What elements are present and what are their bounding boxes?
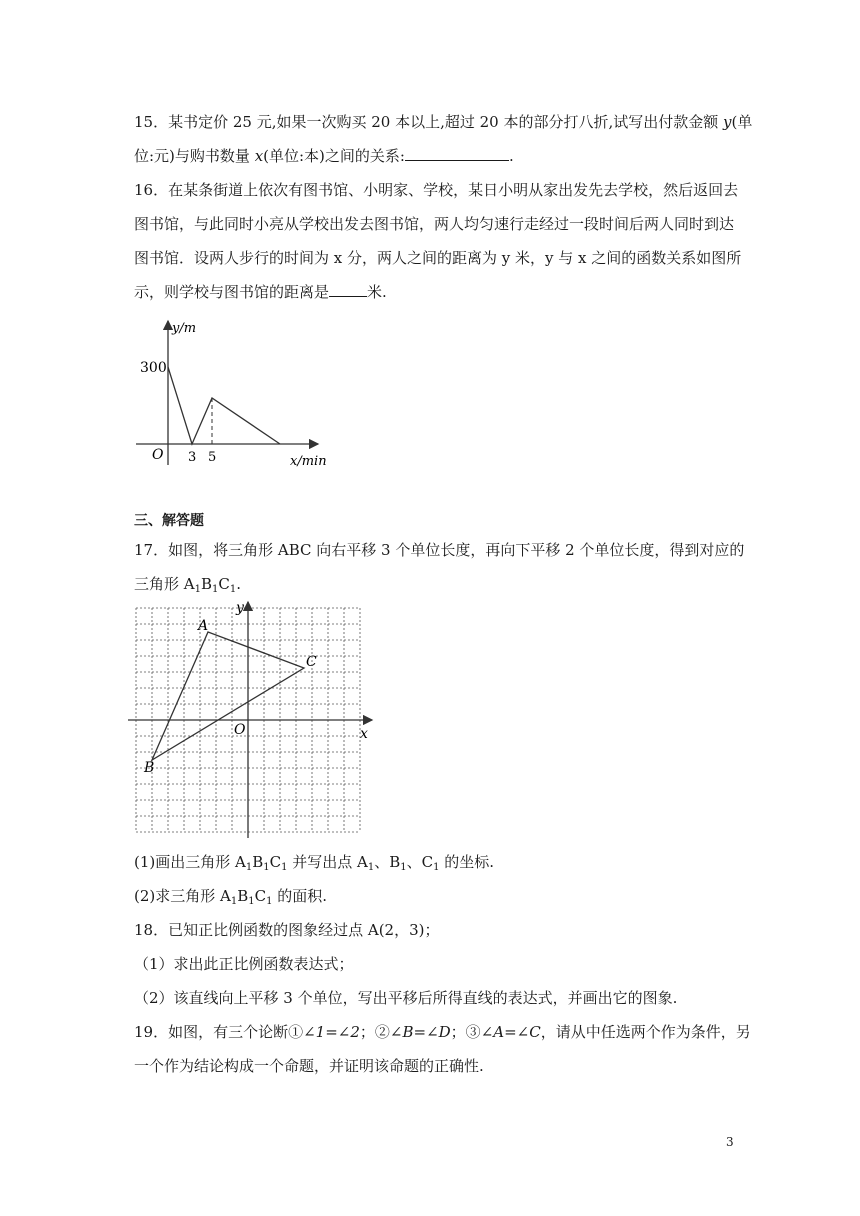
q19-a: 19．如图，有三个论断① [134, 1023, 304, 1041]
q17-line1: 17．如图，将三角形 ABC 向右平移 3 个单位长度，再向下平移 2 个单位长度，得到对应的 [134, 541, 745, 559]
q19-cond1: ∠1=∠2 [303, 1023, 360, 1041]
q15-text3: (单位:本)之间的关系: [263, 147, 405, 165]
q17-l2-b: B [200, 575, 213, 593]
q17-p1-end: 的坐标. [439, 853, 495, 871]
label-c: C [306, 654, 317, 670]
sub: 1 [212, 584, 219, 595]
sub: 1 [229, 584, 237, 595]
y-axis-label: y/m [172, 321, 197, 336]
sub: 1 [367, 862, 375, 873]
q16-unit: 米. [367, 283, 387, 301]
label-a: A [198, 618, 209, 634]
origin-label: O [152, 447, 164, 463]
q18-line1: 18．已知正比例函数的图象经过点 A(2，3)； [134, 921, 440, 939]
x-tick-5: 5 [208, 450, 217, 465]
section-3-title: 三、解答题 [134, 513, 204, 529]
sub: 1 [263, 862, 270, 873]
q18-part1: （1）求出此正比例函数表达式； [134, 955, 354, 973]
sub: 1 [433, 862, 440, 873]
sub: 1 [281, 862, 288, 873]
q17-p1-c: C [269, 853, 282, 871]
sub: 1 [266, 896, 273, 907]
q19-cond3: ∠A=∠C [480, 1023, 541, 1041]
sub: 1 [400, 862, 407, 873]
q19-line1 [134, 1022, 751, 1042]
page-number: 3 [726, 1135, 734, 1149]
q17-l2-a: 三角形 A [134, 575, 195, 593]
q16-line1: 16．在某条街道上依次有图书馆、小明家、学校，某日小明从家出发先去学校，然后返回去 [134, 181, 739, 199]
q17-p1-a: (1)画出三角形 A [134, 853, 246, 871]
q19-cond2: ∠B=∠D [389, 1023, 451, 1041]
q15-period: . [508, 147, 514, 165]
label-y: y [236, 600, 244, 616]
q17-part1 [134, 852, 494, 872]
q15-text: 15．某书定价 25 元,如果一次购买 20 本以上,超过 20 本的部分打八折,试写出付款金额 [134, 113, 724, 131]
q16-line3: 图书馆．设两人步行的时间为 x 分，两人之间的距离为 y 米，y 与 x 之间的函数关系如图所 [134, 249, 742, 267]
sub: 1 [248, 896, 255, 907]
x-tick-3: 3 [188, 450, 197, 465]
sub: 1 [245, 862, 253, 873]
q15-text-cont: (单 [731, 113, 753, 131]
q15-var-x: x [254, 147, 264, 165]
q15-var-y: y [723, 113, 732, 131]
q17-line2 [134, 574, 241, 594]
sub: 1 [230, 896, 238, 907]
q15-text2: 位:元)与购书数量 [134, 147, 255, 165]
q15-answer-blank[interactable] [405, 146, 509, 161]
distance-line [168, 367, 280, 444]
q16-line4 [134, 282, 387, 302]
q17-p1-b: B [252, 853, 264, 871]
q17-p1-f: 、C [406, 853, 434, 871]
q17-p2-end: 的面积. [272, 887, 328, 905]
label-origin: O [234, 722, 246, 738]
q17-l2-end: . [236, 575, 242, 593]
q19-sep2: ；③ [450, 1023, 481, 1041]
x-axis-label: x/min [290, 454, 327, 469]
label-b: B [144, 760, 155, 776]
q17-p1-e: 、B [374, 853, 401, 871]
q17-p2-c: C [254, 887, 267, 905]
q17-coordinate-grid [128, 600, 374, 840]
q15-line1 [134, 112, 752, 132]
label-x: x [360, 726, 368, 742]
q17-part2 [134, 886, 327, 906]
q16-text: 示，则学校与图书馆的距离是 [134, 283, 330, 301]
q16-distance-graph [130, 315, 340, 475]
q19-b: ，请从中任选两个作为条件，另 [540, 1023, 751, 1041]
q16-answer-blank[interactable] [329, 282, 367, 297]
q17-p1-d: 并写出点 A [287, 853, 368, 871]
triangle-abc [152, 632, 304, 760]
q18-part2: （2）该直线向上平移 3 个单位，写出平移后所得直线的表达式，并画出它的图象. [134, 989, 678, 1007]
q15-line2 [134, 146, 514, 166]
sub: 1 [194, 584, 201, 595]
q17-p2-a: (2)求三角形 A [134, 887, 231, 905]
q19-sep1: ；② [359, 1023, 390, 1041]
q19-line2: 一个作为结论构成一个命题，并证明该命题的正确性. [134, 1057, 484, 1075]
y-tick-300: 300 [140, 360, 167, 376]
q16-line2: 图书馆，与此同时小亮从学校出发去图书馆，两人均匀速行走经过一段时间后两人同时到达 [134, 215, 735, 233]
q17-l2-c: C [218, 575, 230, 593]
q17-p2-b: B [237, 887, 249, 905]
